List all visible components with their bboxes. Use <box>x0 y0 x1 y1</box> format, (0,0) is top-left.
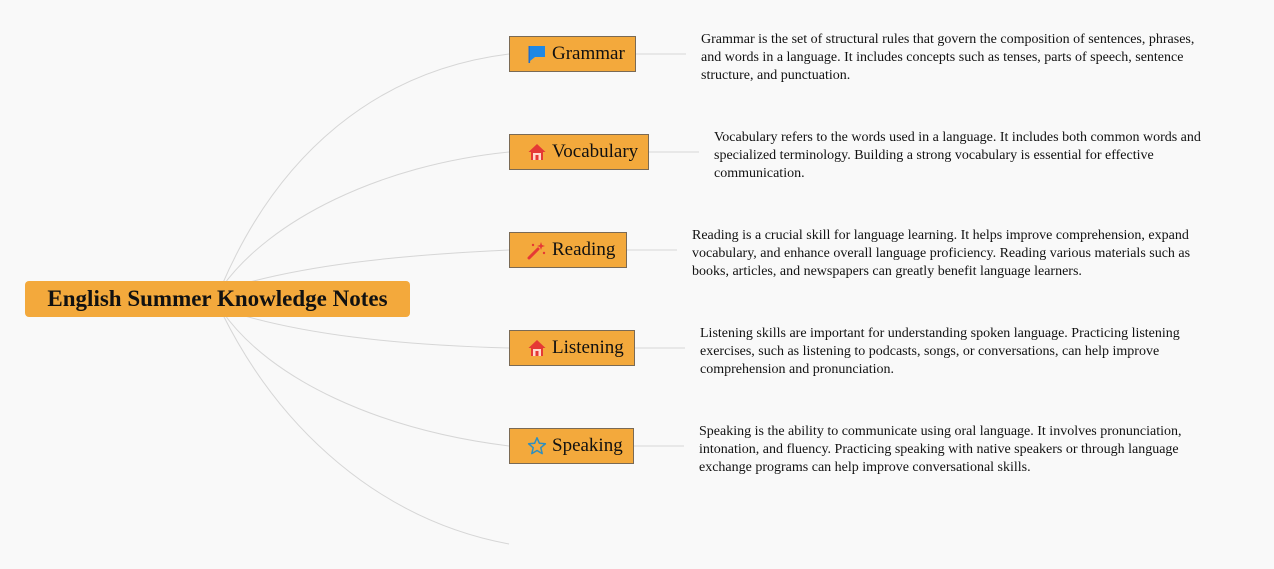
topic-vocabulary[interactable] <box>509 134 649 170</box>
topic-label: Grammar <box>552 43 625 64</box>
root-topic[interactable] <box>25 281 410 317</box>
topic-reading[interactable] <box>509 232 627 268</box>
topic-label: Speaking <box>552 435 623 456</box>
note-reading: Reading is a crucial skill for language learning. It helps improve comprehension, expand vocabulary, and enhance overall language proficiency. Reading various materials such as books, articles, and newspapers can greatly benefit language learners. <box>692 228 1191 279</box>
topic-label: Vocabulary <box>552 141 639 162</box>
topic-listening[interactable] <box>509 330 635 366</box>
house-icon <box>527 338 547 358</box>
connector-extra <box>222 313 509 544</box>
topic-label: Listening <box>552 337 624 358</box>
topic-grammar[interactable] <box>509 36 636 72</box>
connector-vocabulary <box>222 152 509 287</box>
note-grammar: Grammar is the set of structural rules that govern the composition of sentences, phrases, and words in a language. It includes concepts such as tenses, parts of speech, sentence structure, and punctuation. <box>701 32 1195 83</box>
house-icon <box>527 142 547 162</box>
note-vocabulary: Vocabulary refers to the words used in a language. It includes both common words and specialized terminology. Building a strong vocabulary is essential for effective communication. <box>714 130 1201 181</box>
note-listening: Listening skills are important for understanding spoken language. Practicing listening exercises, such as listening to podcasts, songs, or conversations, can help improve comprehension and pronunciation. <box>700 326 1180 377</box>
topic-speaking[interactable] <box>509 428 634 464</box>
star-icon <box>527 436 547 456</box>
connector-grammar <box>222 54 509 285</box>
flag-icon <box>527 44 547 64</box>
note-speaking: Speaking is the ability to communicate using oral language. It involves pronunciation, intonation, and fluency. Practicing speaking with native speakers or through language exchange programs can help improve conversational skills. <box>699 424 1182 475</box>
topic-label: Reading <box>552 239 616 260</box>
magic-wand-icon <box>527 240 547 260</box>
root-title: English Summer Knowledge Notes <box>47 286 388 311</box>
connector-speaking <box>222 311 509 446</box>
